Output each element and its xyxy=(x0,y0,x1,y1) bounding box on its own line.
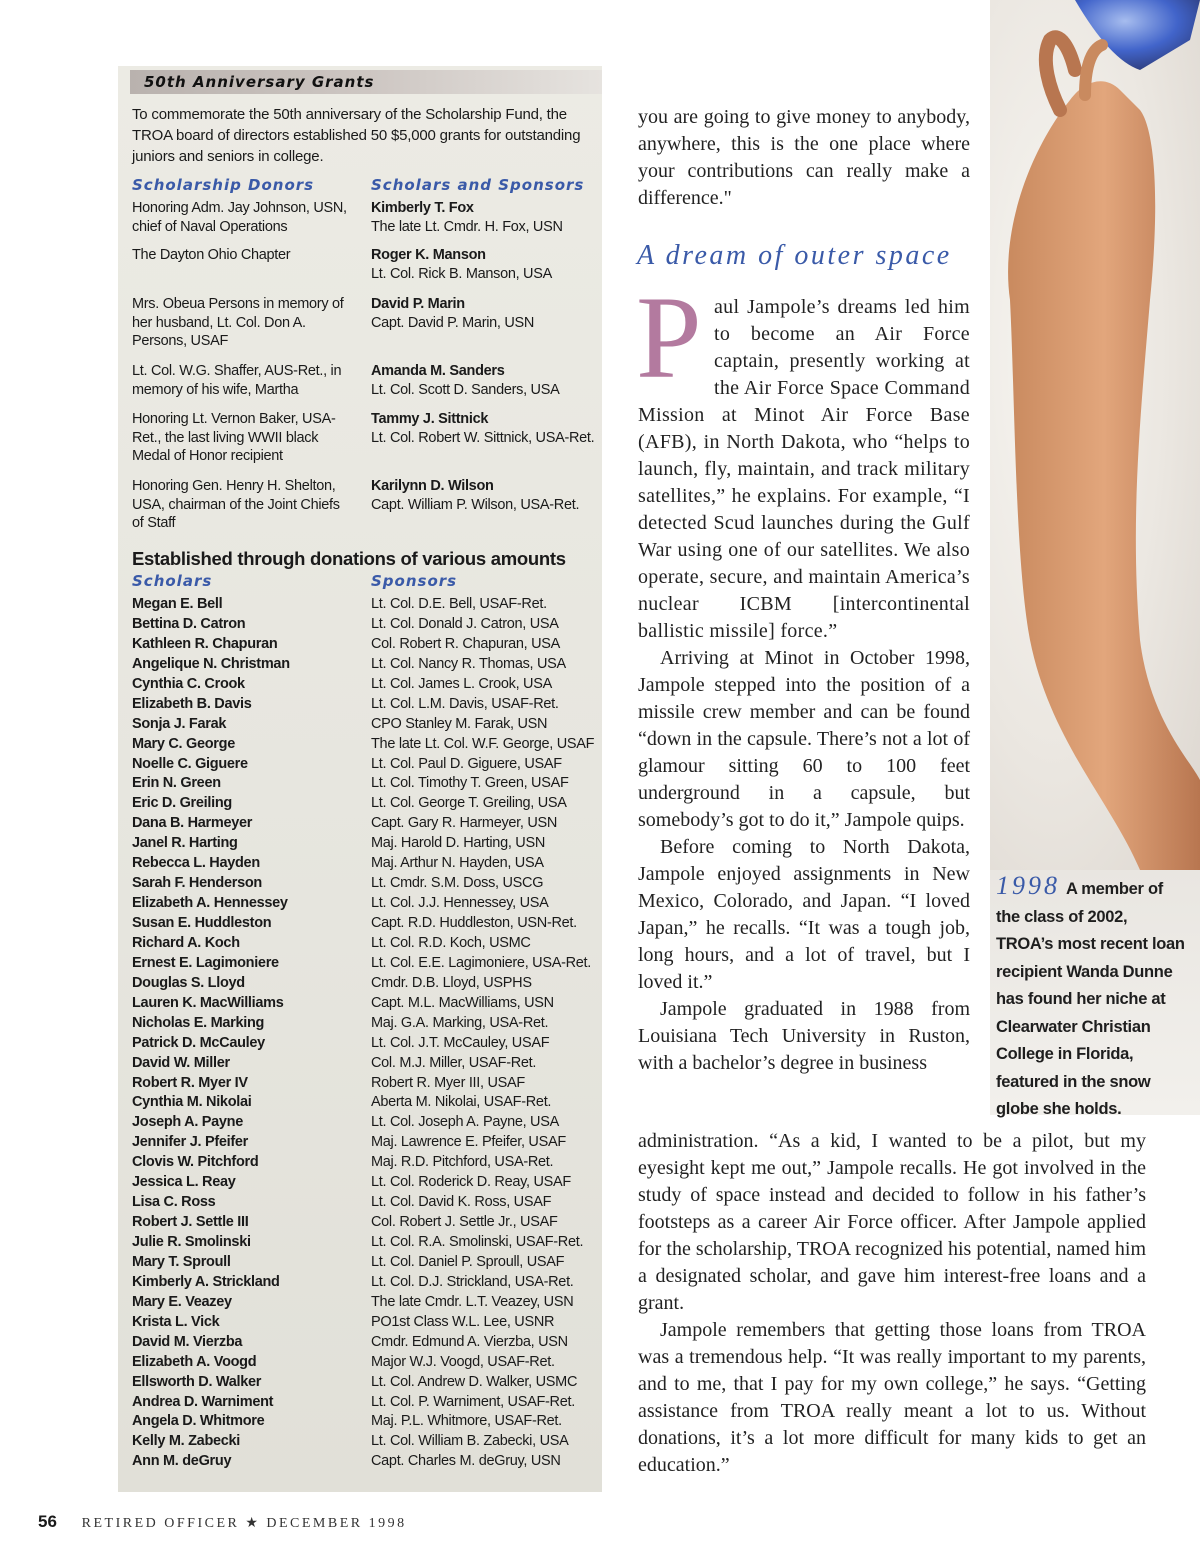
lead-paragraph: you are going to give money to anybody, anywhere, this is the one place where your contributions can really make a difference." xyxy=(638,106,970,209)
scholar-name: Elizabeth A. Hennessey xyxy=(132,895,288,912)
sponsor-name: Maj. P.L. Whitmore, USAF-Ret. xyxy=(371,1413,562,1430)
established-heading: Established through donations of various amounts xyxy=(132,548,566,569)
sponsor-name: Major W.J. Voogd, USAF-Ret. xyxy=(371,1353,555,1370)
sponsor-name: PO1st Class W.L. Lee, USNR xyxy=(371,1313,555,1330)
sponsor-name: Lt. Col. Nancy R. Thomas, USA xyxy=(371,655,566,672)
sponsor-name: Lt. Col. D.J. Strickland, USA-Ret. xyxy=(371,1273,574,1290)
sponsor-name: Maj. Arthur N. Hayden, USA xyxy=(371,855,544,872)
article-lead xyxy=(638,104,970,212)
grant-entry xyxy=(371,295,597,332)
scholar-name: Julie R. Smolinski xyxy=(132,1234,251,1250)
scholar-name: Bettina D. Catron xyxy=(132,615,246,632)
scholar-name: Eric D. Greiling xyxy=(132,795,232,812)
sponsor-name: Lt. Col. Daniel P. Sproull, USAF xyxy=(371,1253,565,1270)
scholar-name: Andrea D. Warniment xyxy=(132,1393,274,1410)
scholar-name: Sarah F. Henderson xyxy=(132,875,262,892)
drop-cap-spacer xyxy=(638,294,714,386)
scholar-name: Elizabeth B. Davis xyxy=(132,695,252,712)
scholar-name: Cynthia M. Nikolai xyxy=(132,1094,252,1111)
grant-scholar: Amanda M. Sanders xyxy=(371,363,505,379)
scholar-name: Ellsworth D. Walker xyxy=(132,1373,262,1390)
sidebar-header-bar xyxy=(130,70,602,94)
grant-scholar: Kimberly T. Fox xyxy=(371,200,474,216)
scholar-name: Erin N. Green xyxy=(132,775,221,792)
scholar-name: Douglas S. Lloyd xyxy=(132,974,245,991)
scholar-name: Kimberly A. Strickland xyxy=(132,1273,280,1290)
paragraph-1: aul Jampole’s dreams led him to become an Air Force captain, presently working at the Air Force Space Command Mission at Minot Air Force Base (AFB), in North Dakota, who “helps to launch, fly, maintain, and track military satellites,” he explains. For example, “I detected Scud launches during the Gulf War using one of our satellites. We also operate, secure, and maintain America’s nuclear ICBM [intercontinental ballistic missile] force.” xyxy=(638,296,970,642)
scholars-sponsors-heading: Scholars and Sponsors xyxy=(371,176,585,194)
sidebar-title: 50th Anniversary Grants xyxy=(144,73,375,91)
sponsor-name: Lt. Col. R.D. Koch, USMC xyxy=(371,934,531,951)
caption-year: 1998 xyxy=(996,871,1060,900)
scholar-name: Mary C. George xyxy=(132,735,235,752)
scholar-name: Angelique N. Christman xyxy=(132,655,290,672)
scholar-name: Janel R. Harting xyxy=(132,835,238,852)
article-wide-column xyxy=(638,1128,1146,1479)
scholar-name: Dana B. Harmeyer xyxy=(132,815,253,832)
sponsor-name: Aberta M. Nikolai, USAF-Ret. xyxy=(371,1094,552,1111)
donor-entry: Honoring Adm. Jay Johnson, USN, chief of Naval Operations xyxy=(132,200,347,235)
scholar-name: Lauren K. MacWilliams xyxy=(132,994,284,1011)
scholar-name: Richard A. Koch xyxy=(132,934,240,951)
sponsor-name: Maj. R.D. Pitchford, USA-Ret. xyxy=(371,1154,554,1171)
sponsor-name: Lt. Cmdr. S.M. Doss, USCG xyxy=(371,875,544,892)
sponsor-name: Lt. Col. D.E. Bell, USAF-Ret. xyxy=(371,596,547,612)
scholar-list xyxy=(132,595,290,1472)
grant-sponsor: The late Lt. Cmdr. H. Fox, USN xyxy=(371,218,563,235)
drop-cap: P xyxy=(636,272,702,403)
snow-globe-photo xyxy=(990,0,1200,870)
scholar-name: Krista L. Vick xyxy=(132,1313,220,1330)
paragraph-2: Arriving at Minot in October 1998, Jampole stepped into the position of a missile crew member and can be found “down in the capsule. There’s not a lot of glamour sitting 60 to 100 feet underground in a capsule, but somebody’s got to do it,” Jampole quips. xyxy=(638,647,970,831)
scholar-name: Joseph A. Payne xyxy=(132,1114,244,1131)
sponsor-name: Lt. Col. Timothy T. Green, USAF xyxy=(371,775,569,792)
grant-entry xyxy=(371,477,597,514)
donor-entry: Honoring Lt. Vernon Baker, USA-Ret., the last living WWII black Medal of Honor recipient xyxy=(132,411,336,464)
grant-entry xyxy=(371,246,597,283)
scholar-name: Cynthia C. Crook xyxy=(132,675,245,692)
scholars-heading: Scholars xyxy=(132,572,213,590)
sponsor-name: CPO Stanley M. Farak, USN xyxy=(371,715,548,732)
sponsor-name: Lt. Col. Paul D. Giguere, USAF xyxy=(371,755,562,772)
grant-entry xyxy=(371,410,597,447)
grant-scholar: Roger K. Manson xyxy=(371,247,486,263)
scholar-name: Sonja J. Farak xyxy=(132,715,227,732)
scholar-name: Lisa C. Ross xyxy=(132,1194,216,1211)
sponsor-name: Capt. Charles M. deGruy, USN xyxy=(371,1453,561,1470)
paragraph-5: Jampole remembers that getting those loans from TROA was a tremendous help. “It was really important to my parents, and to me, that I pay for my own college,” he says. “Getting assistance from TROA really meant a lot to us. Without donations, it’s a lot more difficult for many kids to get an education.” xyxy=(638,1319,1146,1476)
sponsor-name: Lt. Col. R.A. Smolinski, USAF-Ret. xyxy=(371,1234,584,1250)
sponsor-name: Lt. Col. P. Warniment, USAF-Ret. xyxy=(371,1393,575,1410)
sponsor-name: Lt. Col. Donald J. Catron, USA xyxy=(371,615,559,632)
scholar-name: Rebecca L. Hayden xyxy=(132,855,260,872)
scholar-name: Robert J. Settle III xyxy=(132,1214,249,1231)
grant-sponsor: Capt. William P. Wilson, USA-Ret. xyxy=(371,496,580,513)
sponsor-name: Col. Robert J. Settle Jr., USAF xyxy=(371,1214,558,1231)
sponsor-name: Lt. Col. Andrew D. Walker, USMC xyxy=(371,1373,578,1390)
paragraph-4: Jampole graduated in 1988 from Louisiana Tech University in Ruston, with a bachelor’s degree in business xyxy=(638,998,970,1074)
grant-sponsor: Lt. Col. Scott D. Sanders, USA xyxy=(371,381,560,398)
page-number: 56 xyxy=(38,1512,57,1531)
grant-entry xyxy=(371,362,597,399)
grant-sponsor: Capt. David P. Marin, USN xyxy=(371,314,535,331)
scholar-name: Jennifer J. Pfeifer xyxy=(132,1134,248,1151)
scholar-name: Jessica L. Reay xyxy=(132,1174,236,1191)
grant-scholar: David P. Marin xyxy=(371,296,465,312)
sponsor-name: Cmdr. D.B. Lloyd, USPHS xyxy=(371,974,532,991)
donors-heading: Scholarship Donors xyxy=(132,176,315,194)
sponsor-name: Col. M.J. Miller, USAF-Ret. xyxy=(371,1054,537,1071)
donor-entry: Lt. Col. W.G. Shaffer, AUS-Ret., in memory of his wife, Martha xyxy=(132,363,342,398)
sponsor-name: Lt. Col. James L. Crook, USA xyxy=(371,675,552,692)
donor-entry: The Dayton Ohio Chapter xyxy=(132,247,291,263)
scholar-name: Elizabeth A. Voogd xyxy=(132,1353,257,1370)
sponsor-name: Col. Robert R. Chapuran, USA xyxy=(371,635,561,652)
scholar-name: Clovis W. Pitchford xyxy=(132,1154,259,1171)
sponsor-name: Maj. G.A. Marking, USA-Ret. xyxy=(371,1014,549,1031)
sponsor-name: Lt. Col. George T. Greiling, USA xyxy=(371,795,567,812)
sponsor-name: Robert R. Myer III, USAF xyxy=(371,1074,525,1091)
sponsor-name: Lt. Col. Roderick D. Reay, USAF xyxy=(371,1174,571,1191)
sponsor-name: Capt. R.D. Huddleston, USN-Ret. xyxy=(371,915,577,931)
section-title: A dream of outer space xyxy=(637,240,952,271)
sponsor-name: Maj. Lawrence E. Pfeifer, USAF xyxy=(371,1134,566,1151)
grant-entry xyxy=(371,199,597,236)
sponsor-name: Lt. Col. J.J. Hennessey, USA xyxy=(371,895,549,912)
scholar-name: Ernest E. Lagimoniere xyxy=(132,954,279,971)
scholar-name: Kelly M. Zabecki xyxy=(132,1433,241,1450)
sponsor-name: Lt. Col. William B. Zabecki, USA xyxy=(371,1433,569,1450)
grants-sidebar xyxy=(118,66,602,1492)
donor-entry: Mrs. Obeua Persons in memory of her husband, Lt. Col. Don A. Persons, USAF xyxy=(132,296,344,349)
scholar-name: Angela D. Whitmore xyxy=(132,1413,265,1430)
sponsor-name: Capt. M.L. MacWilliams, USN xyxy=(371,994,554,1011)
sponsor-name: Maj. Harold D. Harting, USN xyxy=(371,835,546,852)
sponsor-name: Lt. Col. J.T. McCauley, USAF xyxy=(371,1034,550,1051)
paragraph-4-continued: administration. “As a kid, I wanted to be a pilot, but my eyesight kept me out,” Jampole recalls. He got involved in the study of space instead and decided to follow in his father’s footsteps as a career Air Force officer. After Jampole applied for the scholarship, TROA recognized his potential, named him a designated scholar, and gave him interest-free loans and a grant. xyxy=(638,1130,1146,1314)
sponsor-name: Cmdr. Edmund A. Vierzba, USN xyxy=(371,1333,568,1350)
grant-sponsor: Lt. Col. Rick B. Manson, USA xyxy=(371,265,552,282)
page-footer xyxy=(38,1512,407,1532)
sponsor-name: The late Lt. Col. W.F. George, USAF xyxy=(371,735,595,752)
grant-sponsor: Lt. Col. Robert W. Sittnick, USA-Ret. xyxy=(371,429,595,446)
scholar-name: Megan E. Bell xyxy=(132,596,223,612)
sponsor-name: Lt. Col. Joseph A. Payne, USA xyxy=(371,1114,559,1131)
scholar-name: David W. Miller xyxy=(132,1054,230,1071)
grant-scholar: Tammy J. Sittnick xyxy=(371,411,489,427)
scholar-name: Mary E. Veazey xyxy=(132,1293,232,1310)
scholar-name: Nicholas E. Marking xyxy=(132,1014,265,1031)
article-body-column xyxy=(638,294,970,1077)
scholar-name: Patrick D. McCauley xyxy=(132,1034,265,1051)
arm-illustration xyxy=(990,0,1200,870)
scholar-name: Robert R. Myer IV xyxy=(132,1074,248,1091)
paragraph-3: Before coming to North Dakota, Jampole enjoyed assignments in New Mexico, Colorado, and Japan. “I loved Japan,” he recalls. “It was a tough job, long hours, and a lot of travel, but I loved it.” xyxy=(638,836,970,993)
sponsor-name: Lt. Col. L.M. Davis, USAF-Ret. xyxy=(371,695,559,712)
sponsor-list xyxy=(371,595,594,1472)
sponsor-name: Capt. Gary R. Harmeyer, USN xyxy=(371,815,558,832)
photo-caption xyxy=(996,872,1188,1124)
scholar-name: Kathleen R. Chapuran xyxy=(132,635,278,652)
donor-entry: Honoring Gen. Henry H. Shelton, USA, chairman of the Joint Chiefs of Staff xyxy=(132,478,340,531)
scholar-name: Noelle C. Giguere xyxy=(132,755,248,772)
scholar-name: Mary T. Sproull xyxy=(132,1253,231,1270)
sponsor-name: The late Cmdr. L.T. Veazey, USN xyxy=(371,1293,574,1310)
grant-scholar: Karilynn D. Wilson xyxy=(371,478,494,494)
sponsors-heading: Sponsors xyxy=(371,572,458,590)
scholar-name: Ann M. deGruy xyxy=(132,1453,232,1470)
sponsor-name: Lt. Col. David K. Ross, USAF xyxy=(371,1194,552,1211)
scholar-name: David M. Vierzba xyxy=(132,1333,243,1350)
caption-text: A member of the class of 2002, TROA’s most recent loan recipient Wanda Dunne has found her niche at Clearwater Christian College in Florida, featured in the snow globe she holds. xyxy=(996,880,1185,1118)
sponsor-name: Lt. Col. E.E. Lagimoniere, USA-Ret. xyxy=(371,954,591,971)
scholar-name: Susan E. Huddleston xyxy=(132,915,272,931)
publication-line: RETIRED OFFICER ★ DECEMBER 1998 xyxy=(81,1516,407,1531)
sidebar-intro: To commemorate the 50th anniversary of the Scholarship Fund, the TROA board of directors established 50 $5,000 grants for outstanding juniors and seniors in college. xyxy=(132,106,581,165)
